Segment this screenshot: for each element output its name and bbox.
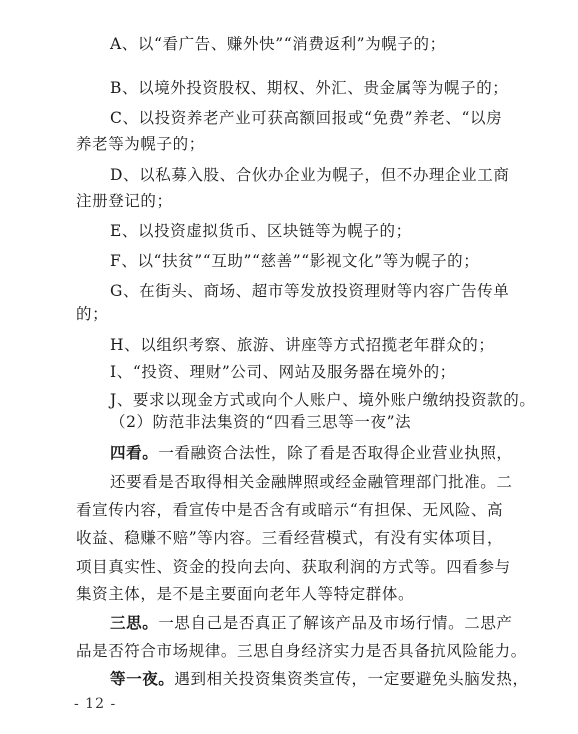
section-heading: （2）防范非法集资的“四看三思等一夜”法 (110, 413, 412, 431)
text-line-10: 的； (76, 305, 109, 323)
text-line-5: D、以私募入股、合伙办企业为幌子，但不办理企业工商 (110, 166, 510, 184)
text-line-22: 品是否符合市场规律。三思自身经济实力是否具备抗风险能力。 (76, 642, 527, 660)
text-line-9: G、在街头、商场、超市等发放投资理财等内容广告传单 (110, 282, 510, 300)
heading-four-looks: 四看。 (110, 443, 159, 462)
text-line-17: 看宣传内容，看宣传中是否含有或暗示“有担保、无风险、高 (76, 501, 504, 519)
heading-three-thoughts: 三思。 (110, 613, 159, 632)
text-line-6: 注册登记的； (76, 192, 173, 210)
text-line-23: 等一夜。遇到相关投资集资类宣传，一定要避免头脑发热， (110, 669, 529, 688)
page-number: - 12 - (74, 696, 117, 712)
text-line-3: C、以投资养老产业可获高额回报或“免费”养老、“以房 (110, 109, 503, 127)
text-line-20: 集资主体，是不是主要面向老年人等特定群体。 (76, 585, 415, 603)
text-line-21: 三思。一思自己是否真正了解该产品及市场行情。二思产 (110, 613, 513, 632)
text-line-1: A、以“看广告、赚外快”“消费返利”为幌子的； (110, 35, 446, 53)
text-line-15: 四看。一看融资合法性，除了看是否取得企业营业执照， (110, 443, 513, 462)
text-line-18: 收益、稳赚不赔”等内容。三看经营模式，有没有实体项目， (76, 529, 504, 547)
text-line-19: 项目真实性、资金的投向去向、获取利润的方式等。四看参与 (76, 558, 511, 576)
text-line-13: J、要求以现金方式或向个人账户、境外账户缴纳投资款的。 (110, 391, 536, 409)
text-line-12: I、“投资、理财”公司、网站及服务器在境外的； (110, 363, 456, 381)
heading-wait-one-night: 等一夜。 (110, 669, 175, 688)
text-line-16: 还要看是否取得相关金融牌照或经金融管理部门批准。二 (110, 473, 513, 491)
text-line-8: F、以“扶贫”“互助”“慈善”“影视文化”等为幌子的； (110, 252, 480, 270)
text-line-2: B、以境外投资股权、期权、外汇、贵金属等为幌子的； (110, 79, 509, 97)
text-line-11: H、以组织考察、旅游、讲座等方式招揽老年群众的； (110, 336, 495, 354)
text-line-7: E、以投资虚拟货币、区块链等为幌子的； (110, 222, 412, 240)
text-line-4: 养老等为幌子的； (76, 135, 205, 153)
